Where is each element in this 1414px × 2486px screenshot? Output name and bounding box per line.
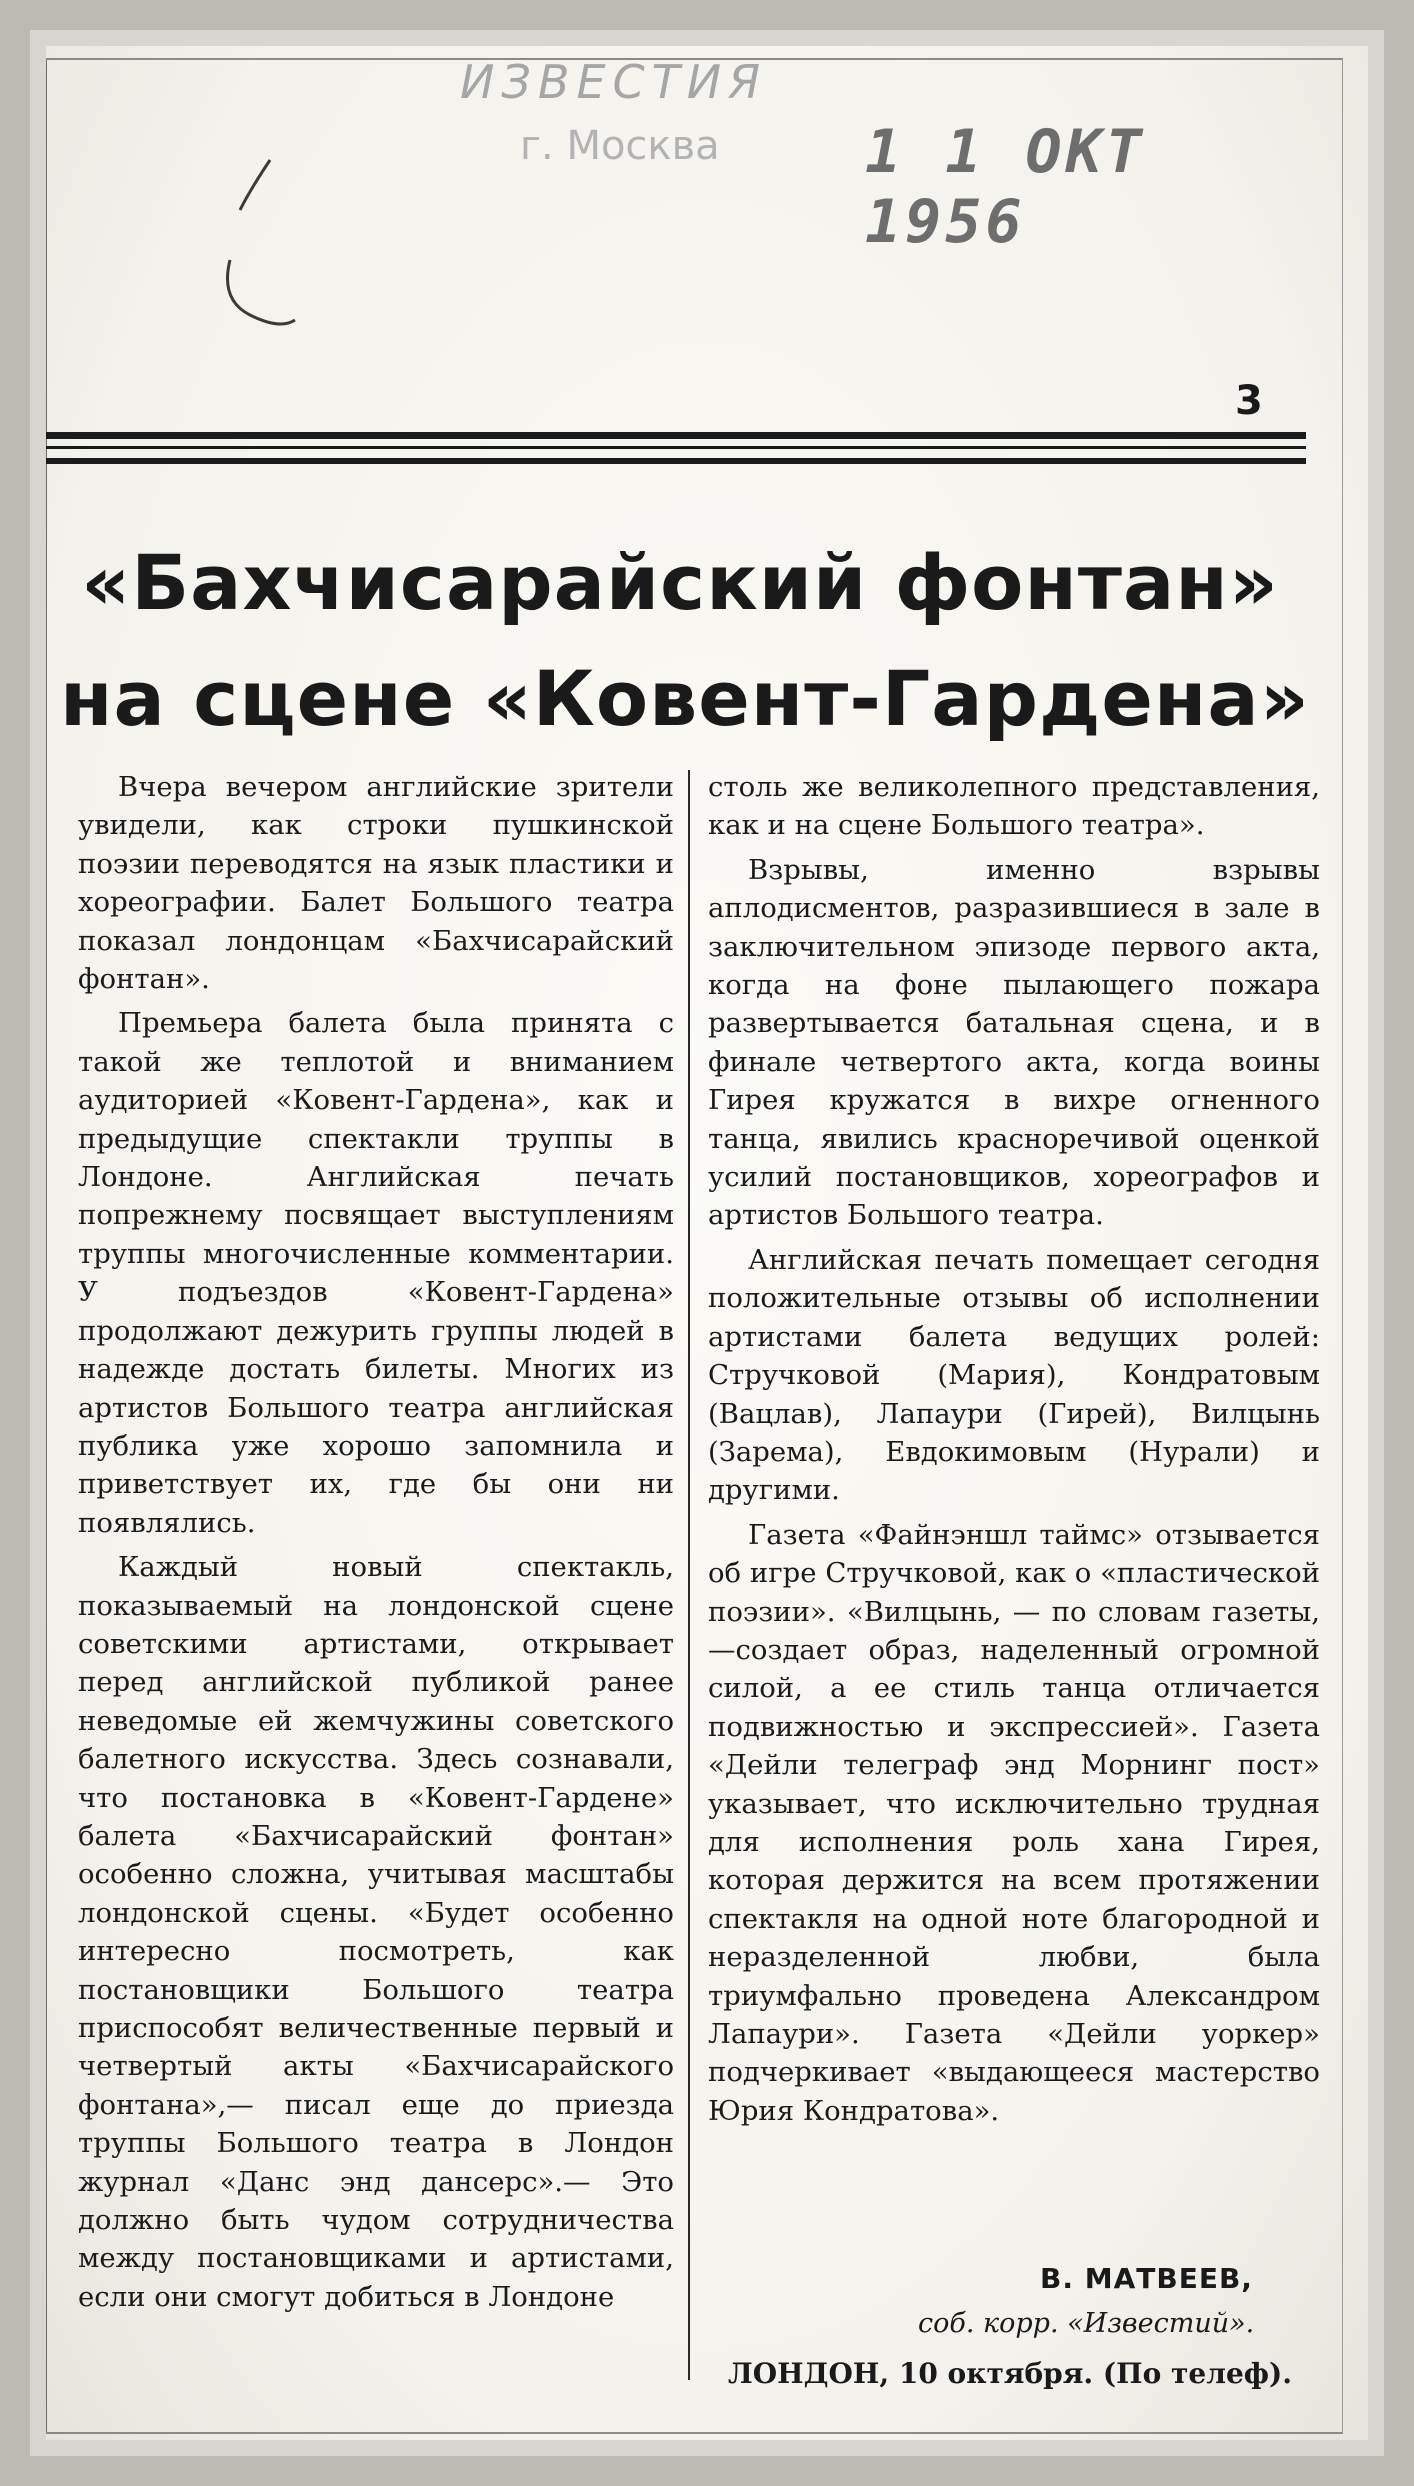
dateline: ЛОНДОН, 10 октября. (По телеф). [728, 2357, 1293, 2390]
paragraph: Вчера вечером английские зрители увидели, как строки пушкинской поэзии переводятся на язык пластики и хореографии. Балет Большого театра показал лондонцам «Бахчисарайский фонтан». [78, 771, 674, 996]
paragraph: Английская печать помещает сегодня положительные отзывы об исполнении артистами балета ведущих ролей: Стручковой (Мария), Кондратовым (Вацлав), Лапаури (Гирей), Вилцынь (Зарема), Евдокимовым (Нурали) и другими. [708, 1243, 1320, 1507]
author-title: соб. корр. «Известий». [918, 2308, 1255, 2339]
header-rule-thin [44, 446, 1306, 449]
headline-line-1: «Бахчисарайский фонтан» [81, 538, 1279, 627]
paragraph-continuation: столь же великолепного представления, как и на сцене Большого театра». [708, 771, 1320, 842]
author-signature: В. МАТВЕЕВ, [1040, 2262, 1253, 2295]
stamp-city: г. Москва [520, 123, 720, 169]
headline-line-2: на сцене «Ковент-Гардена» [60, 654, 1310, 743]
article-column-left [78, 768, 674, 2322]
stamp-newspaper-name: ИЗВЕСТИЯ [460, 55, 768, 109]
header-rule-thick [44, 432, 1306, 439]
column-divider [688, 770, 690, 2380]
header-rule-bottom [44, 458, 1306, 464]
stamp-date: 1 1 ОКТ 1956 [865, 117, 1146, 257]
paragraph: Премьера балета была принята с такой же теплотой и вниманием аудиторией «Ковент-Гардена», как и предыдущие спектакли труппы в Лондоне. Английская печать попрежнему посвящает выступлениям труппы многочисленные комментарии. У подъездов «Ковент-Гардена» продолжают дежурить группы людей в надежде достать билеты. Многих из артистов Большого театра английская публика уже хорошо запомнила и приветствует их, где бы они ни появлялись. [78, 1007, 674, 1539]
article-headline [60, 525, 1310, 757]
archive-stamp [460, 55, 1340, 257]
paragraph: Каждый новый спектакль, показываемый на лондонской сцене советскими артистами, открывает перед английской публикой ранее неведомые ей жемчужины советского балетного искусства. Здесь сознавали, что постановка в «Ковент-Гардене» балета «Бахчисарайский фонтан» особенно сложна, учитывая масштабы лондонской сцены. «Будет особенно интересно посмотреть, как постановщики Большого театра приспособят величественные первый и четвертый акты «Бахчисарайского фонтана»,— писал еще до приезда труппы Большого театра в Лондон журнал «Данс энд дансерс».— Это должно быть чудом сотрудничества между постановщиками и артистами, если они смогут добиться в Лондоне [78, 1551, 674, 2313]
pencil-mark-icon [210, 150, 350, 330]
paragraph: Газета «Файнэншл таймс» отзывается об игре Стручковой, как о «пластической поэзии». «Вилцынь, — по словам газеты,—создает образ, наделенный огромной силой, а ее стиль танца отличается подвижностью и экспрессией». Газета «Дейли телеграф энд Морнинг пост» указывает, что исключительно трудная для исполнения роль хана Гирея, которая держится на всем протяжении спектакля на одной ноте благородной и неразделенной любви, была триумфально проведена Александром Лапаури». Газета «Дейли уоркер» подчеркивает «выдающееся мастерство Юрия Кондратова». [708, 1518, 1320, 2127]
paragraph: Взрывы, именно взрывы аплодисментов, разразившиеся в зале в заключительном эпизоде первого акта, когда на фоне пылающего пожара развертывается батальная сцена, и в финале четвертого акта, когда воины Гирея кружатся в вихре огненного танца, явились красноречивой оценкой усилий постановщиков, хореографов и артистов Большого театра. [708, 853, 1320, 1232]
page-number: 3 [1235, 378, 1263, 424]
article-column-right [708, 768, 1320, 2136]
